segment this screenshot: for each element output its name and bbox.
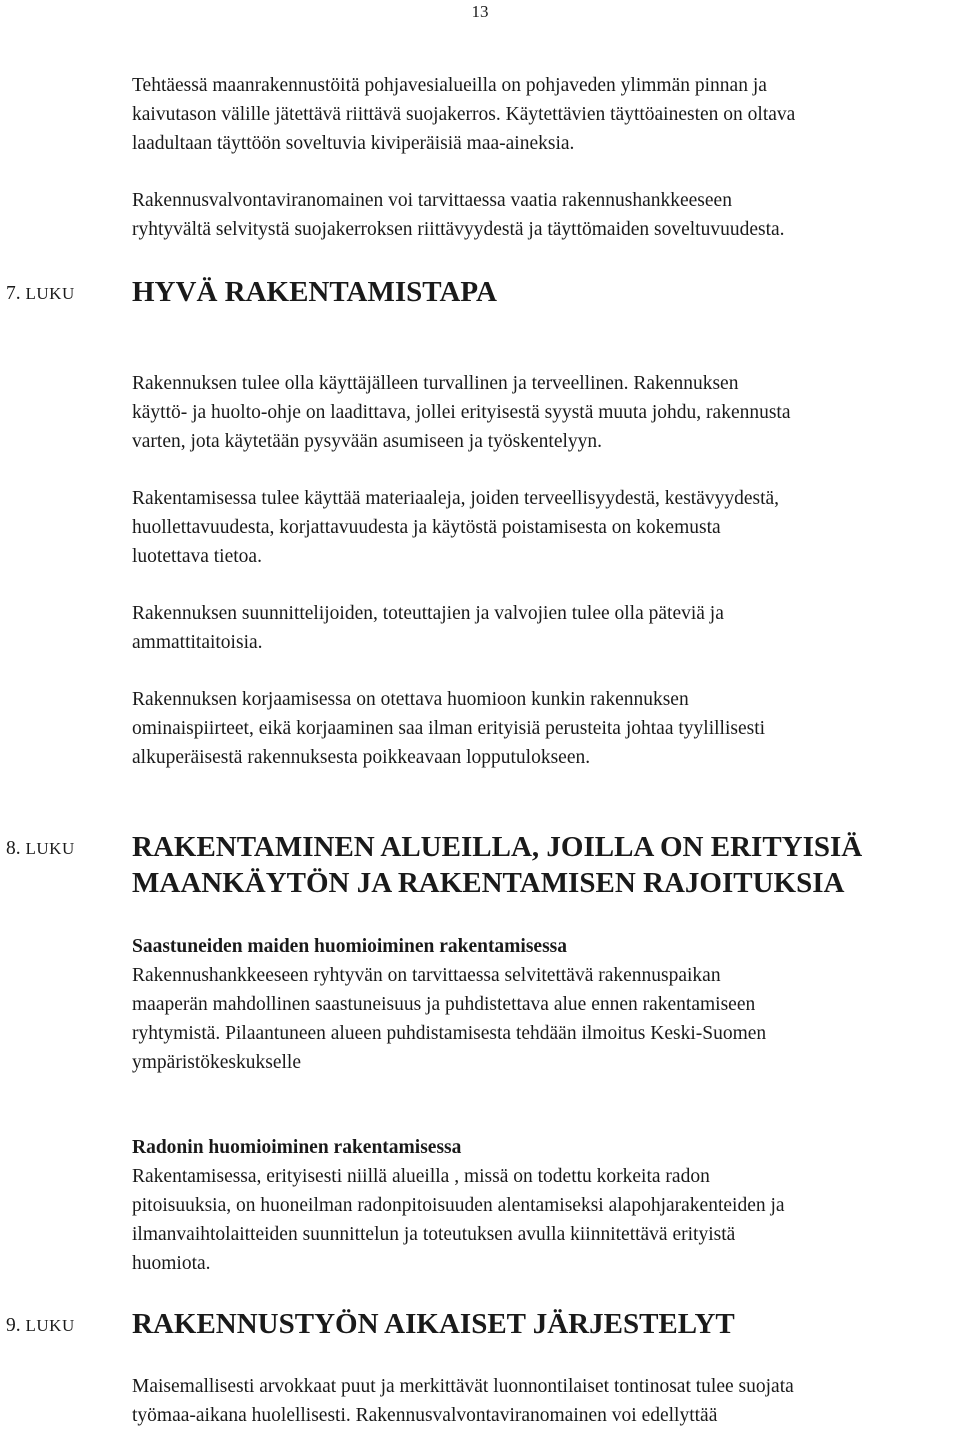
chapter-7-paragraph-4 bbox=[132, 685, 932, 772]
text-line: kaivutason välille jätettävä riittävä suojakerros. Käytettävien täyttöainesten on oltava bbox=[132, 104, 796, 125]
text-line: ammattitaitoisia. bbox=[132, 632, 263, 653]
text-line: Rakennuksen suunnittelijoiden, toteuttajien ja valvojien tulee olla päteviä ja bbox=[132, 603, 724, 624]
subheading-radon: Radonin huomioiminen rakentamisessa bbox=[132, 1137, 462, 1158]
text-line: huomiota. bbox=[132, 1253, 211, 1274]
text-line: laadultaan täyttöön soveltuvia kiviperäisiä maa-aineksia. bbox=[132, 133, 575, 154]
intro-paragraph-2 bbox=[132, 186, 932, 244]
radon-paragraph bbox=[132, 1162, 932, 1278]
text-line: varten, jota käytetään pysyvään asumiseen ja työskentelyyn. bbox=[132, 431, 603, 452]
chapter-8-radon bbox=[132, 1133, 932, 1278]
text-line: pitoisuuksia, on huoneilman radonpitoisuuden alentamiseksi alapohjarakenteiden ja bbox=[132, 1195, 785, 1216]
chapter-9-body bbox=[132, 1372, 932, 1430]
chapter-7-paragraph-2 bbox=[132, 484, 932, 571]
text-line: luotettava tietoa. bbox=[132, 546, 262, 567]
text-line: alkuperäisestä rakennuksesta poikkeavaan lopputulokseen. bbox=[132, 747, 591, 768]
intro-paragraph-1 bbox=[132, 71, 932, 158]
chapter-7-label: 7. LUKU bbox=[6, 283, 75, 304]
text-line: Rakennuksen korjaamisessa on otettava huomioon kunkin rakennuksen bbox=[132, 689, 689, 710]
chapter-8-body bbox=[132, 932, 932, 1077]
text-line: Maisemallisesti arvokkaat puut ja merkittävät luonnontilaiset tontinosat tulee suojata bbox=[132, 1376, 794, 1397]
chapter-9-paragraph-1 bbox=[132, 1372, 932, 1430]
chapter-7-title: HYVÄ RAKENTAMISTAPA bbox=[132, 276, 497, 308]
text-line: Rakennushankkeeseen ryhtyvän on tarvittaessa selvitettävä rakennuspaikan bbox=[132, 965, 721, 986]
text-line: Tehtäessä maanrakennustöitä pohjavesialueilla on pohjaveden ylimmän pinnan ja bbox=[132, 75, 767, 96]
subheading-contaminated-soils: Saastuneiden maiden huomioiminen rakentamisessa bbox=[132, 936, 568, 957]
page-number: 13 bbox=[471, 2, 489, 21]
chapter-9-label: 9. LUKU bbox=[6, 1315, 75, 1336]
intro-section bbox=[132, 71, 932, 244]
chapter-8-title-line-1: RAKENTAMINEN ALUEILLA, JOILLA ON ERITYISIÄ bbox=[132, 831, 863, 863]
chapter-9-title: RAKENNUSTYÖN AIKAISET JÄRJESTELYT bbox=[132, 1308, 735, 1340]
chapter-8-title-line-2: MAANKÄYTÖN JA RAKENTAMISEN RAJOITUKSIA bbox=[132, 867, 845, 899]
text-line: käyttö- ja huolto-ohje on laadittava, jollei erityisestä syystä muuta johdu, rakennusta bbox=[132, 402, 791, 423]
text-line: ominaispiirteet, eikä korjaaminen saa ilman erityisiä perusteita johtaa tyylillisesti bbox=[132, 718, 766, 739]
text-line: maaperän mahdollinen saastuneisuus ja puhdistettava alue ennen rakentamiseen bbox=[132, 994, 756, 1015]
chapter-8-title bbox=[132, 829, 942, 901]
chapter-8-label: 8. LUKU bbox=[6, 838, 75, 859]
text-line: Rakentamisessa tulee käyttää materiaaleja, joiden terveellisyydestä, kestävyydestä, bbox=[132, 488, 780, 509]
chapter-7-body bbox=[132, 369, 932, 772]
chapter-7-paragraph-1 bbox=[132, 369, 932, 456]
text-line: ilmanvaihtolaitteiden suunnittelun ja toteutuksen avulla kiinnitettävä erityistä bbox=[132, 1224, 736, 1245]
chapter-7-paragraph-3 bbox=[132, 599, 932, 657]
text-line: ympäristökeskukselle bbox=[132, 1052, 301, 1073]
text-line: Rakennuksen tulee olla käyttäjälleen turvallinen ja terveellinen. Rakennuksen bbox=[132, 373, 739, 394]
contaminated-soils-paragraph bbox=[132, 961, 932, 1077]
text-line: Rakennusvalvontaviranomainen voi tarvittaessa vaatia rakennushankkeeseen bbox=[132, 190, 732, 211]
text-line: työmaa-aikana huolellisesti. Rakennusvalvontaviranomainen voi edellyttää bbox=[132, 1405, 718, 1426]
text-line: ryhtymistä. Pilaantuneen alueen puhdistamisesta tehdään ilmoitus Keski-Suomen bbox=[132, 1023, 767, 1044]
text-line: huollettavuudesta, korjattavuudesta ja käytöstä poistamisesta on kokemusta bbox=[132, 517, 721, 538]
text-line: ryhtyvältä selvitystä suojakerroksen riittävyydestä ja täyttömaiden soveltuvuudesta. bbox=[132, 219, 785, 240]
text-line: Rakentamisessa, erityisesti niillä alueilla , missä on todettu korkeita radon bbox=[132, 1166, 710, 1187]
